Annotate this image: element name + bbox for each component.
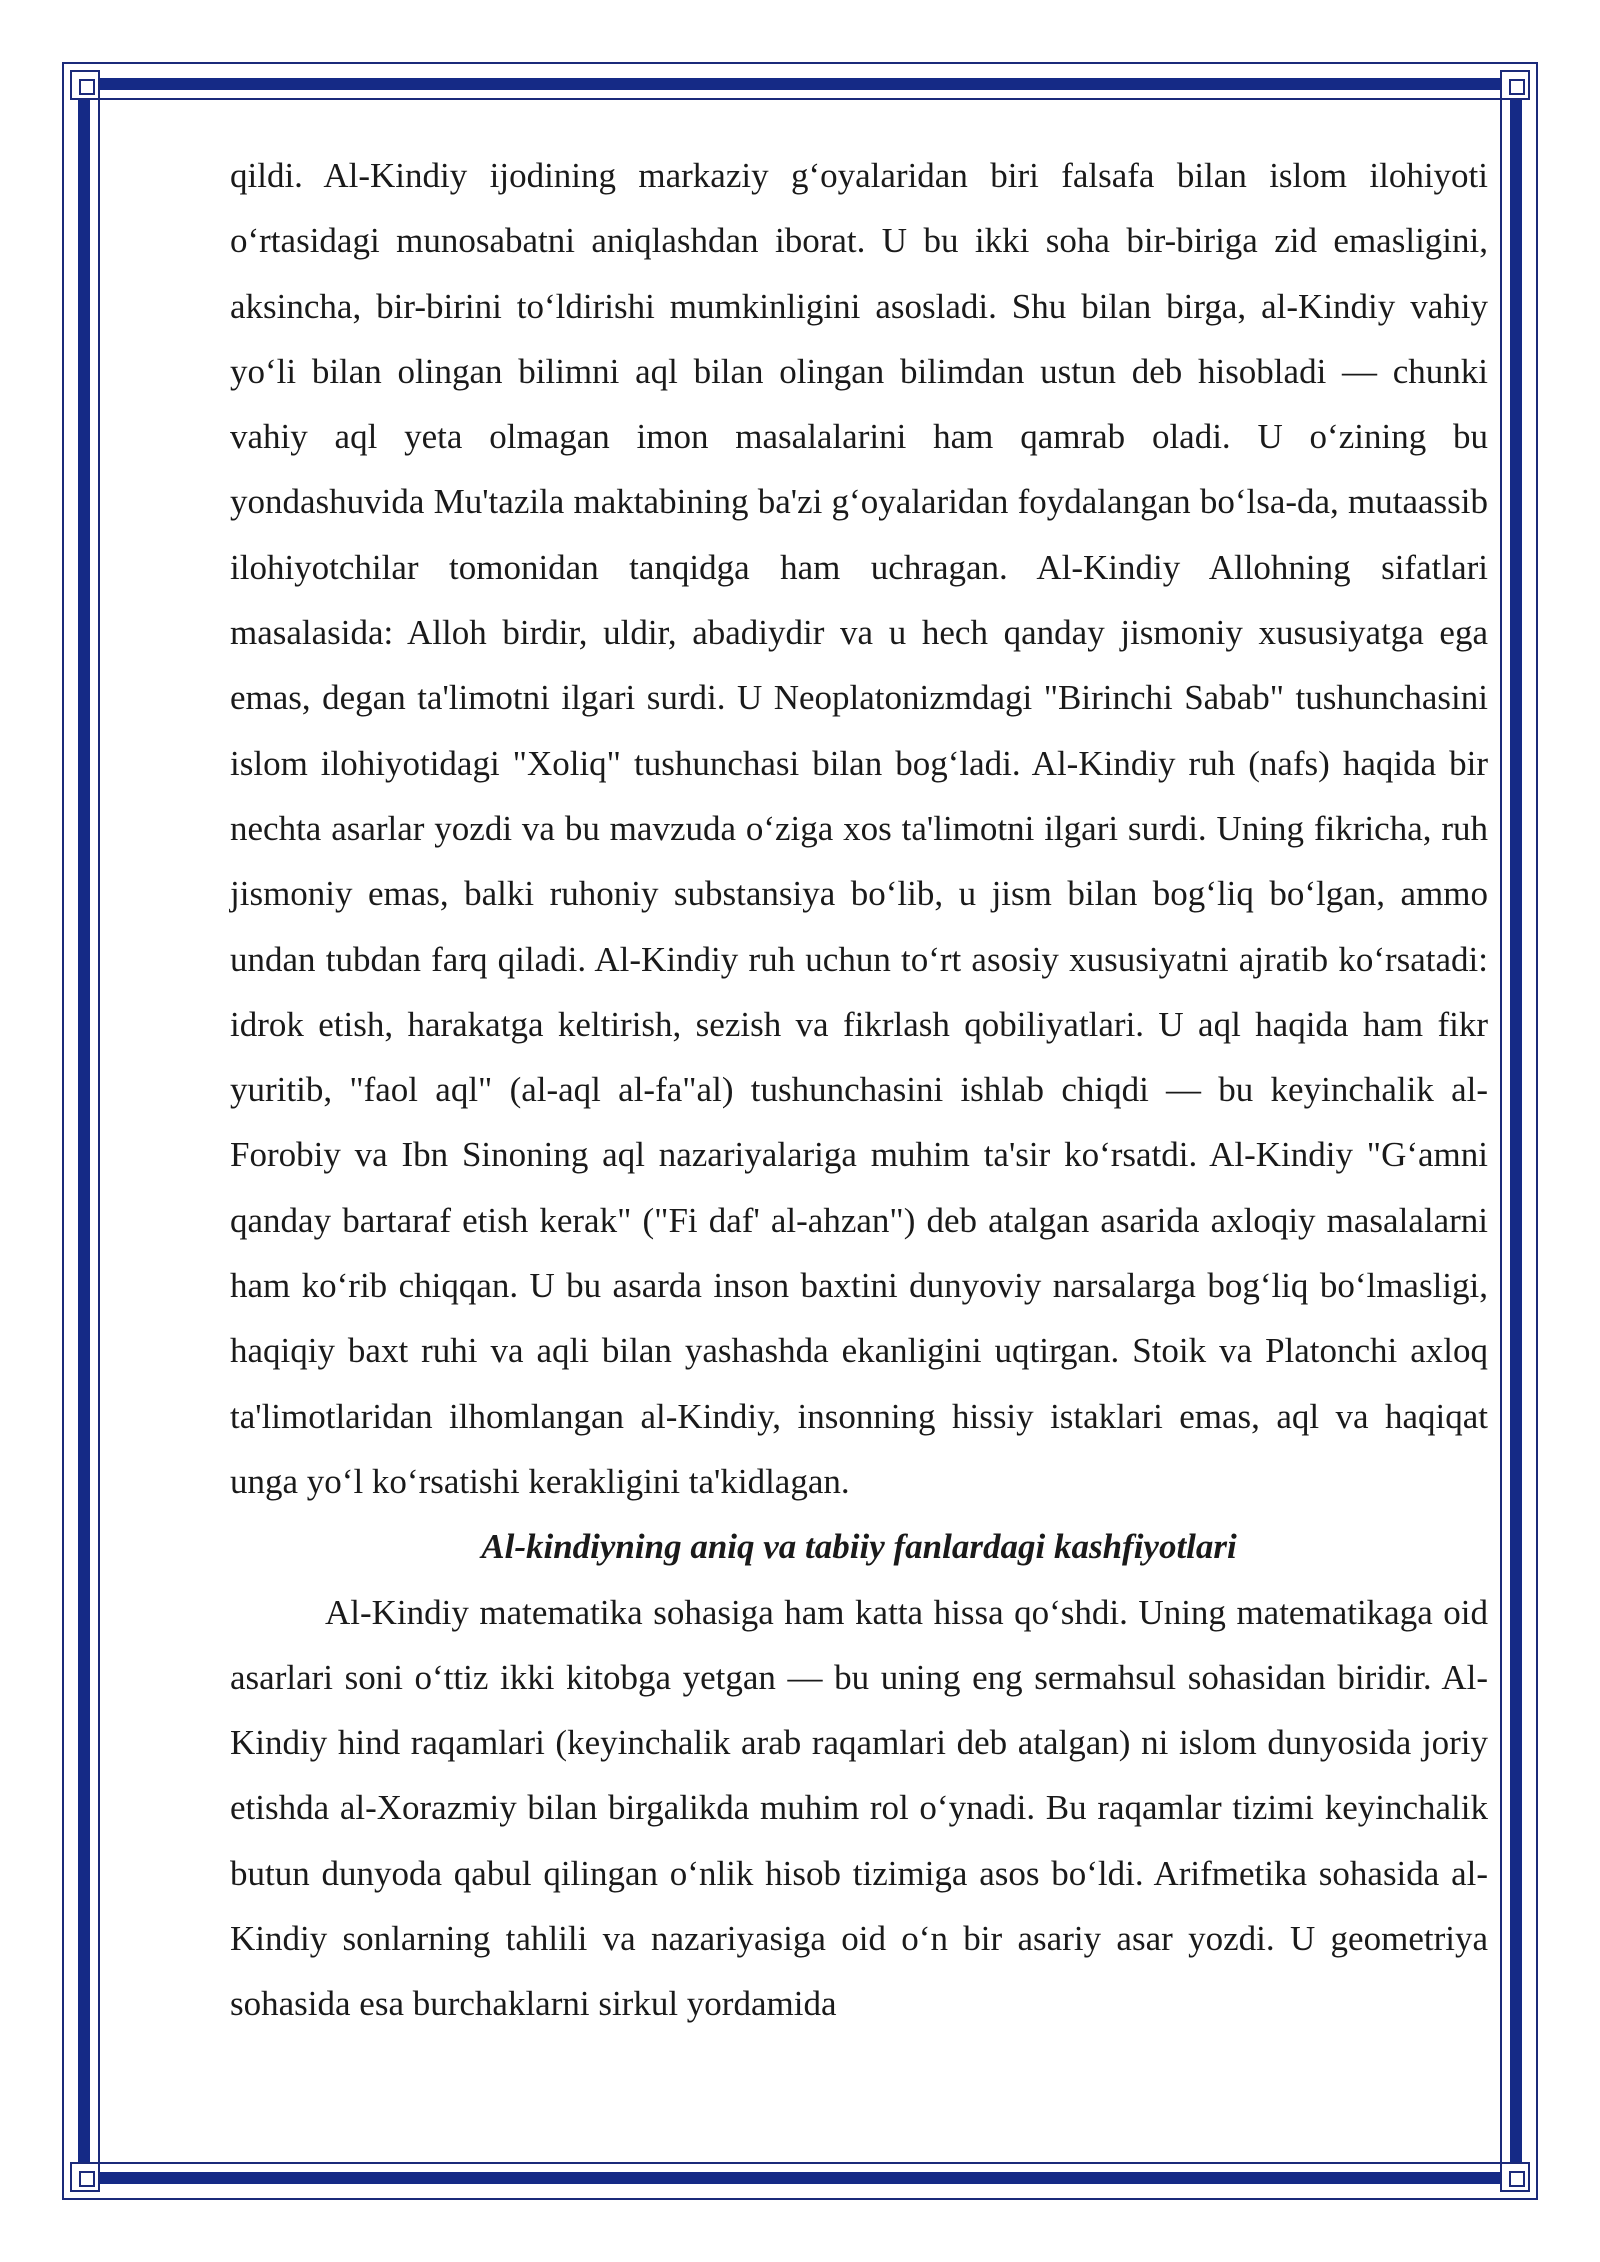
body-paragraph-2: Al-Kindiy matematika sohasiga ham katta hissa qo‘shdi. Uning matematikaga oid asarlari soni o‘ttiz ikki kitobga yetgan — bu uning eng sermahsul sohasidan biridir. Al-Kindiy hind raqamlari (keyinchalik arab raqamlari deb atalgan) ni islom dunyosida joriy etishda al-Xorazmiy bilan birgalikda muhim rol o‘ynadi. Bu raqamlar tizimi keyinchalik butun dunyoda qabul qilingan o‘nlik hisob tizimiga asos bo‘ldi. Arifmetika sohasida al-Kindiy sonlarning tahlili va nazariyasiga oid o‘n bir asariy asar yozdi. U geometriya sohasida esa burchaklarni sirkul yordamida	[230, 1592, 1488, 2024]
corner-ornament-top-left	[70, 70, 100, 100]
section-heading: Al-kindiyning aniq va tabiiy fanlardagi kashfiyotlari	[481, 1527, 1237, 1567]
body-paragraph-1: qildi. Al-Kindiy ijodining markaziy g‘oyalaridan biri falsafa bilan islom ilohiyoti o‘rtasidagi munosabatni aniqlashdan iborat. U bu ikki soha bir-biriga zid emasligini, aksincha, bir-birini to‘ldirishi mumkinligini asosladi. Shu bilan birga, al-Kindiy vahiy yo‘li bilan olingan bilimni aql bilan olingan bilimdan ustun deb hisobladi — chunki vahiy aql yeta olmagan imon masalalarini ham qamrab oladi. U o‘zining bu yondashuvida Mu'tazila maktabining ba'zi g‘oyalaridan foydalangan bo‘lsa-da, mutaassib ilohiyotchilar tomonidan tanqidga ham uchragan. Al-Kindiy Allohning sifatlari masalasida: Alloh birdir, uldir, abadiydir va u hech qanday jismoniy xususiyatga ega emas, degan ta'limotni ilgari surdi. U Neoplatonizmdagi "Birinchi Sabab" tushunchasini islom ilohiyotidagi "Xoliq" tushunchasi bilan bog‘ladi. Al-Kindiy ruh (nafs) haqida bir nechta asarlar yozdi va bu mavzuda o‘ziga xos ta'limotni ilgari surdi. Uning fikricha, ruh jismoniy emas, balki ruhoniy substansiya bo‘lib, u jism bilan bog‘liq bo‘lgan, ammo undan tubdan farq qiladi. Al-Kindiy ruh uchun to‘rt asosiy xususiyatni ajratib ko‘rsatadi: idrok etish, harakatga keltirish, sezish va fikrlash qobiliyatlari. U aql haqida ham fikr yuritib, "faol aql" (al-aql al-fa"al) tushunchasini ishlab chiqdi — bu keyinchalik al-Forobiy va Ibn Sinoning aql nazariyalariga muhim ta'sir ko‘rsatdi. Al-Kindiy "G‘amni qanday bartaraf etish kerak" ("Fi daf' al-ahzan") deb atalgan asarida axloqiy masalalarni ham ko‘rib chiqqan. U bu asarda inson baxtini dunyoviy narsalarga bog‘liq bo‘lmasligi, haqiqiy baxt ruhi va aqli bilan yashashda ekanligini uqtirgan. Stoik va Platonchi axloq ta'limotlaridan ilhomlangan al-Kindiy, insonning hissiy istaklari emas, aql va haqiqat unga yo‘l ko‘rsatishi kerakligini ta'kidlagan.	[230, 156, 1488, 1501]
corner-ornament-top-right	[1500, 70, 1530, 100]
corner-ornament-bottom-right	[1500, 2162, 1530, 2192]
page-body	[230, 143, 1488, 2037]
corner-ornament-bottom-left	[70, 2162, 100, 2192]
